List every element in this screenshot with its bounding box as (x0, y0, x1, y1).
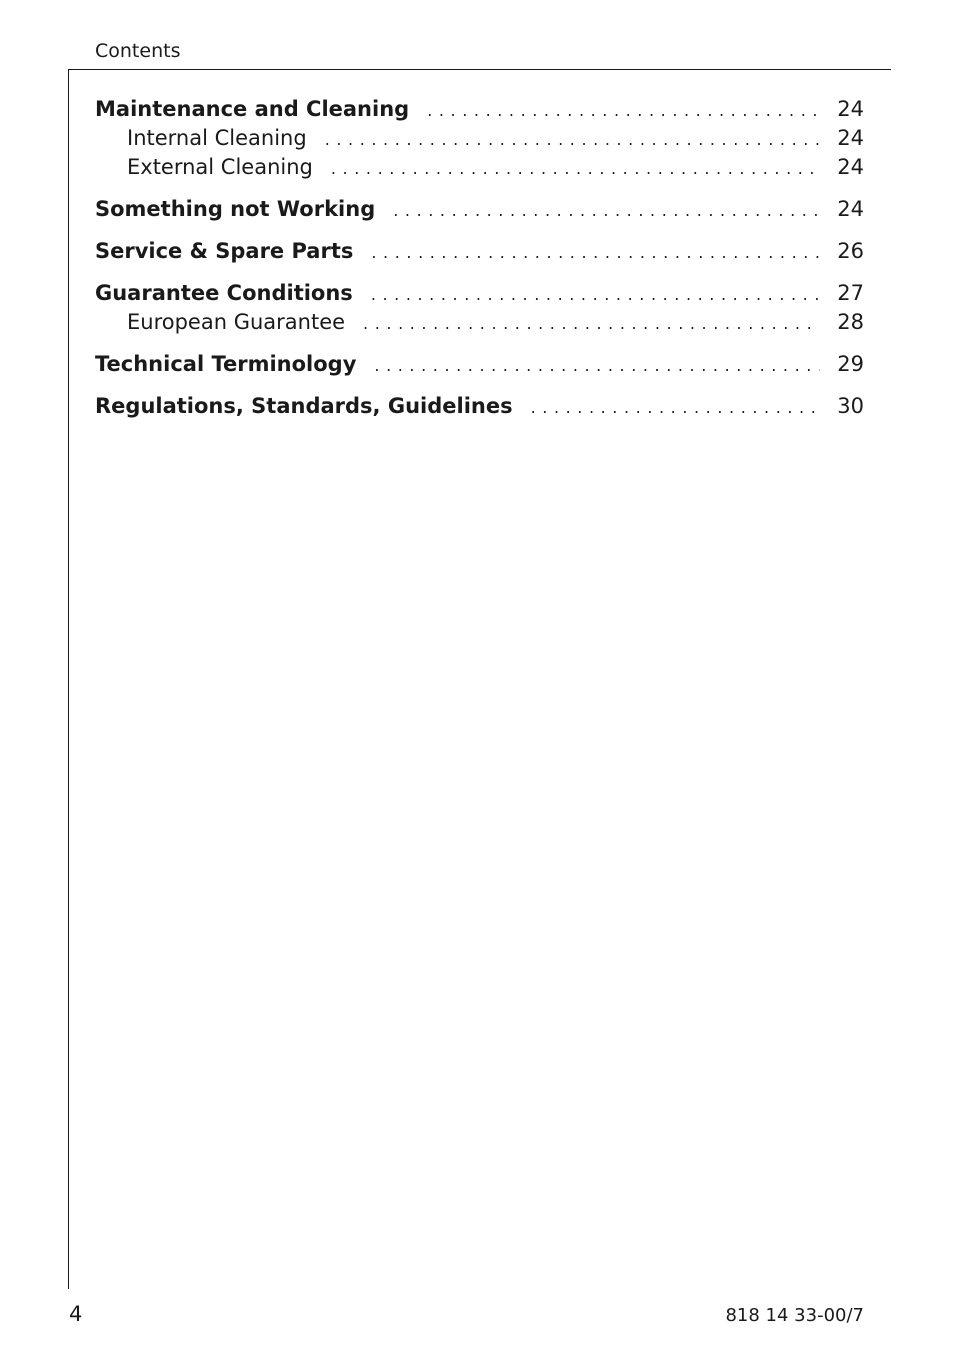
toc-entry-page: 27 (837, 281, 864, 305)
toc-entry-title: Internal Cleaning (127, 126, 307, 150)
dot-leader (371, 280, 820, 308)
page-number: 4 (69, 1302, 83, 1326)
toc-entry-title: Something not Working (95, 197, 376, 221)
toc-entry[interactable] (95, 237, 864, 266)
toc-entry[interactable] (95, 350, 864, 379)
margin-rule (68, 69, 69, 1289)
toc-entry-page: 24 (837, 97, 864, 121)
dot-leader (531, 393, 820, 421)
dot-leader (363, 309, 820, 337)
toc-group (95, 350, 864, 379)
toc-entry[interactable] (95, 392, 864, 421)
table-of-contents (95, 95, 864, 434)
dot-leader (371, 238, 820, 266)
toc-group (95, 392, 864, 421)
toc-entry[interactable] (95, 195, 864, 224)
toc-entry-title: Technical Terminology (95, 352, 357, 376)
toc-subentry[interactable] (95, 308, 864, 337)
toc-entry-page: 24 (837, 155, 864, 179)
toc-entry[interactable] (95, 279, 864, 308)
toc-subentry[interactable] (95, 153, 864, 182)
toc-entry-title: Guarantee Conditions (95, 281, 353, 305)
toc-entry-title: Maintenance and Cleaning (95, 97, 410, 121)
toc-group (95, 195, 864, 224)
dot-leader (325, 125, 820, 153)
toc-entry-title: Regulations, Standards, Guidelines (95, 394, 513, 418)
document-code: 818 14 33-00/7 (725, 1305, 864, 1326)
toc-group (95, 237, 864, 266)
dot-leader (393, 196, 820, 224)
toc-entry-title: Service & Spare Parts (95, 239, 354, 263)
page-header-title: Contents (95, 40, 181, 62)
dot-leader (331, 154, 820, 182)
toc-entry-page: 26 (837, 239, 864, 263)
dot-leader (427, 96, 820, 124)
toc-group (95, 95, 864, 182)
dot-leader (374, 351, 820, 379)
header-rule (68, 69, 891, 70)
toc-entry-title: External Cleaning (127, 155, 313, 179)
toc-entry-page: 24 (837, 197, 864, 221)
toc-entry-page: 30 (837, 394, 864, 418)
toc-subentry[interactable] (95, 124, 864, 153)
toc-entry-page: 24 (837, 126, 864, 150)
toc-group (95, 279, 864, 337)
toc-entry-page: 28 (837, 310, 864, 334)
toc-entry-page: 29 (837, 352, 864, 376)
toc-entry-title: European Guarantee (127, 310, 346, 334)
toc-entry[interactable] (95, 95, 864, 124)
